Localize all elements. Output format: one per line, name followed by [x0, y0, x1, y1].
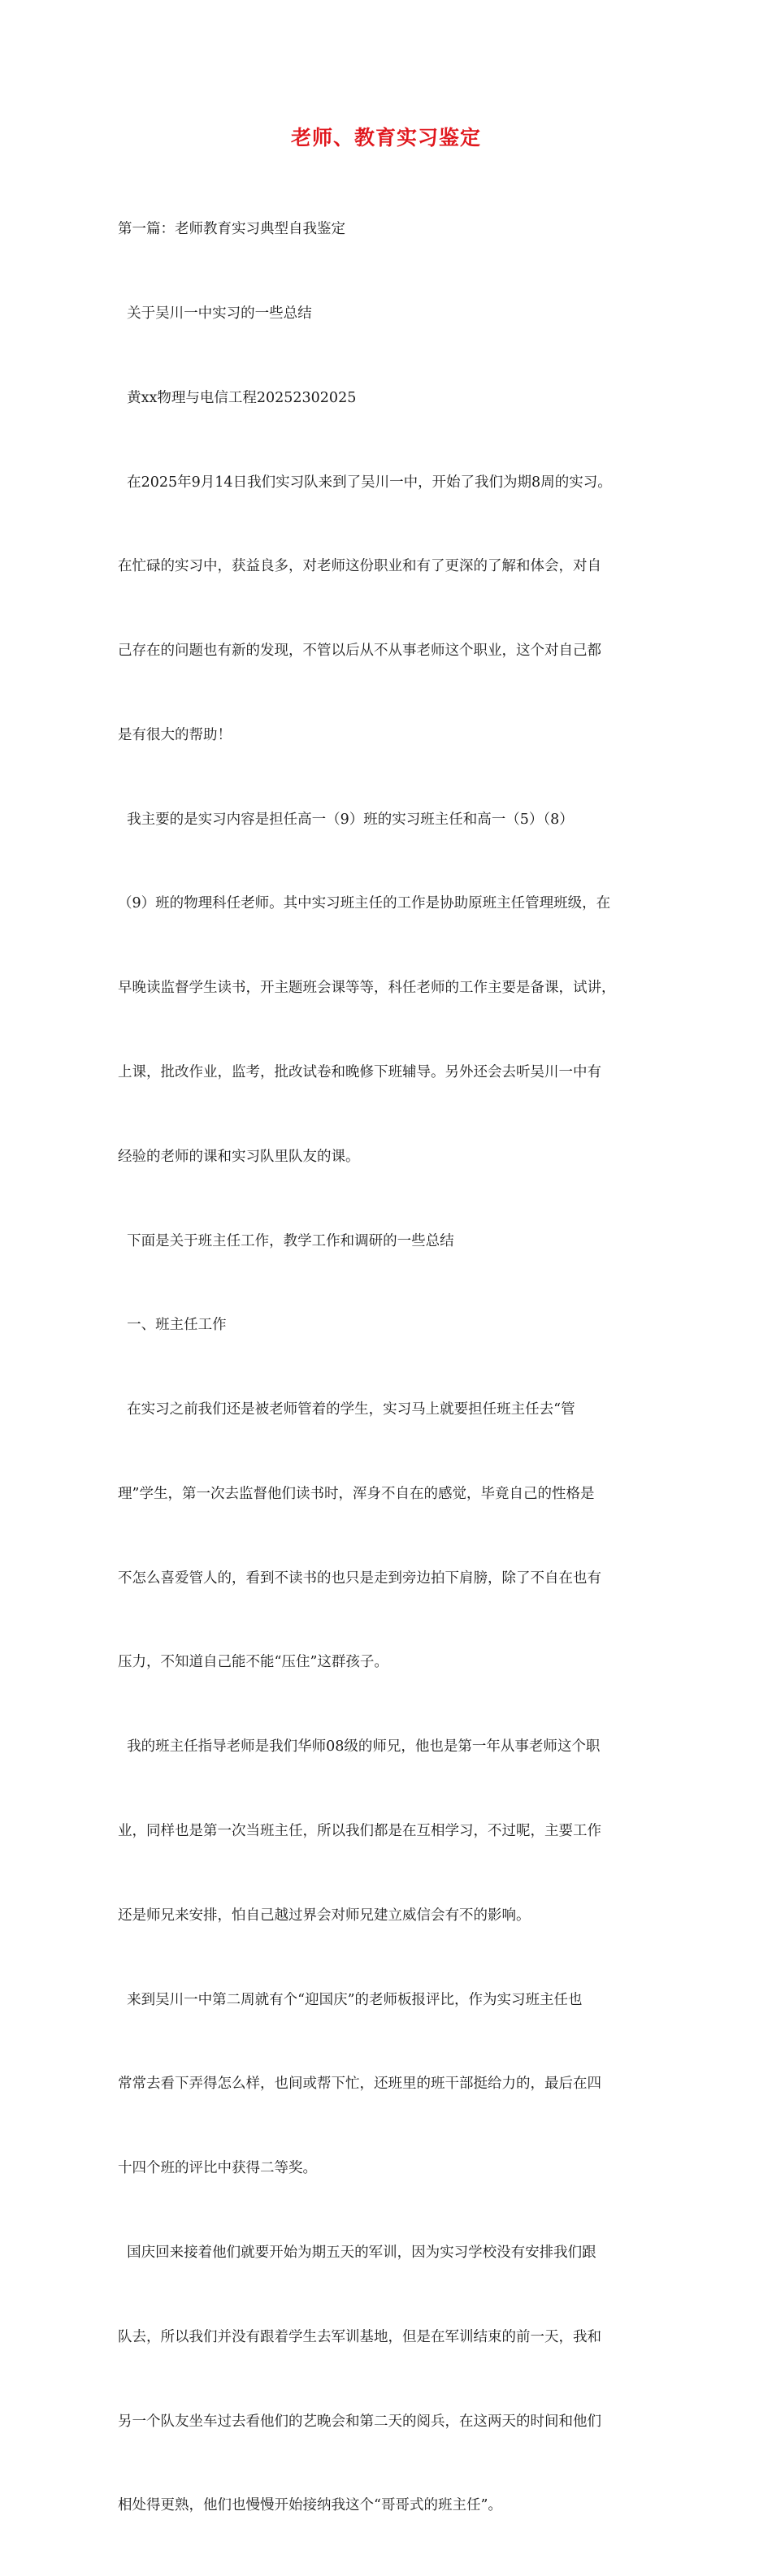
- body-line: 上课，批改作业，监考，批改试卷和晚修下班辅导。另外还会去听吴川一中有: [118, 1064, 601, 1080]
- body-line: 我主要的是实习内容是担任高一（9）班的实习班主任和高一（5）（8）: [118, 811, 574, 828]
- body-line: 常常去看下弄得怎么样，也间或帮下忙，还班里的班干部挺给力的，最后在四: [118, 2076, 601, 2093]
- body-line: 在实习之前我们还是被老师管着的学生，实习马上就要担任班主任去“管: [118, 1401, 575, 1418]
- body-line: 十四个班的评比中获得二等奖。: [118, 2160, 317, 2177]
- body-line: 经验的老师的课和实习队里队友的课。: [118, 1148, 360, 1165]
- body-line: （9）班的物理科任老师。其中实习班主任的工作是协助原班主任管理班级，在: [118, 895, 611, 912]
- body-line: 在2025年9月14日我们实习队来到了吴川一中，开始了我们为期8周的实习。: [118, 474, 612, 491]
- body-line: 第一篇：老师教育实习典型自我鉴定: [118, 221, 345, 238]
- body-line: 队去，所以我们并没有跟着学生去军训基地，但是在军训结束的前一天，我和: [118, 2328, 601, 2345]
- body-line: 关于吴川一中实习的一些总结: [118, 305, 312, 322]
- body-line: 下面是关于班主任工作，教学工作和调研的一些总结: [118, 1232, 454, 1249]
- document-title: 老师、教育实习鉴定: [290, 126, 481, 149]
- body-line: 国庆回来接着他们就要开始为期五天的军训，因为实习学校没有安排我们跟: [118, 2244, 596, 2261]
- body-line: 压力，不知道自己能不能“压住”这群孩子。: [118, 1654, 388, 1671]
- body-line: 业，同样也是第一次当班主任，所以我们都是在互相学习，不过呢，主要工作: [118, 1823, 601, 1840]
- body-line: 己存在的问题也有新的发现，不管以后从不从事老师这个职业，这个对自己都: [118, 643, 601, 660]
- body-line: 黄xx物理与电信工程20252302025: [118, 389, 357, 406]
- body-line: 一、班主任工作: [118, 1317, 227, 1334]
- body-line: 相处得更熟，他们也慢慢开始接纳我这个“哥哥式的班主任”。: [118, 2497, 502, 2514]
- body-line: 理”学生，第一次去监督他们读书时，浑身不自在的感觉，毕竟自己的性格是: [118, 1485, 595, 1502]
- body-line: 还是师兄来安排，怕自己越过界会对师兄建立威信会有不的影响。: [118, 1907, 531, 1924]
- body-line: 来到吴川一中第二周就有个“迎国庆”的老师板报评比，作为实习班主任也: [118, 1991, 583, 2008]
- body-line: 不怎么喜爱管人的，看到不读书的也只是走到旁边拍下肩膀，除了不自在也有: [118, 1569, 601, 1587]
- body-line: 早晚读监督学生读书，开主题班会课等等，科任老师的工作主要是备课，试讲，: [118, 980, 616, 997]
- body-line: 是有很大的帮助！: [118, 726, 232, 743]
- body-line: 在忙碌的实习中，获益良多，对老师这份职业和有了更深的了解和体会，对自: [118, 558, 601, 575]
- document-body: [118, 159, 664, 2576]
- body-line: 我的班主任指导老师是我们华师08级的师兄，他也是第一年从事老师这个职: [118, 1738, 601, 1756]
- body-line: 另一个队友坐车过去看他们的艺晚会和第二天的阅兵，在这两天的时间和他们: [118, 2413, 601, 2430]
